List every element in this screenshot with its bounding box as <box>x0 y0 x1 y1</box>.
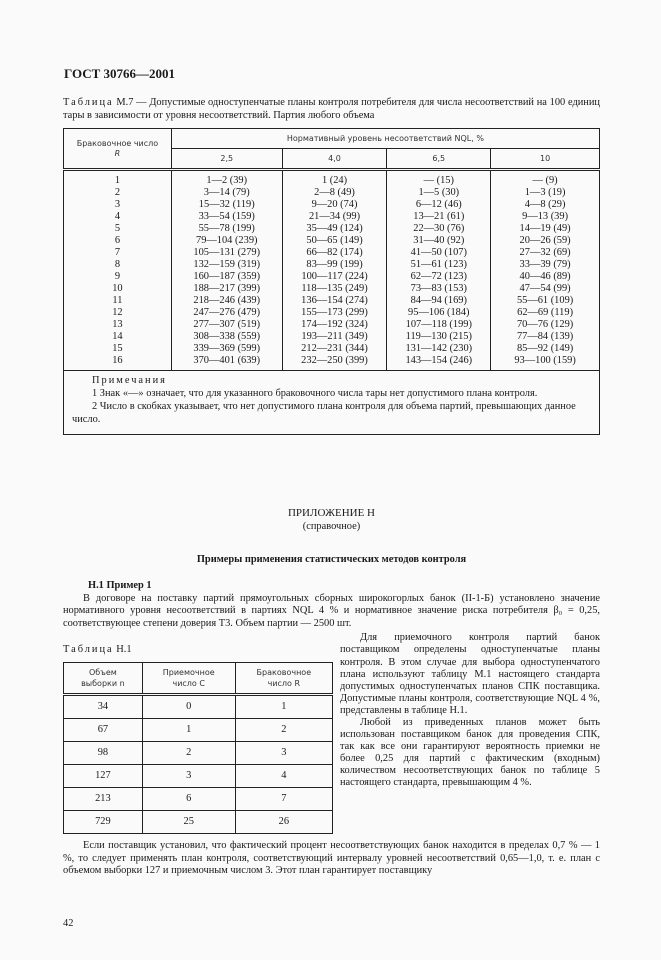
table-cell: 35—49 (124) <box>282 223 387 235</box>
table-cell: 143—154 (246) <box>387 355 491 371</box>
table-row <box>64 787 333 810</box>
table-cell: 67 <box>64 718 143 741</box>
example-heading: Н.1 Пример 1 <box>88 579 152 591</box>
table-row <box>64 223 600 235</box>
table-cell: 26 <box>235 810 332 833</box>
table-cell: 14 <box>64 331 172 343</box>
table-cell: 47—54 (99) <box>491 283 600 295</box>
table-cell: 118—135 (249) <box>282 283 387 295</box>
example-paragraph-2: Если поставщик установил, что фактический процент несоответствующих банок находится в пределах 0,7 % — 1 %, то следует применять план контроля, соответствующий интервалу уровней несоответствий 0,65—1,0, т. е. план с объемом выборки 127 и приемочным числом 3. Этот план гарантирует поставщику <box>63 839 600 877</box>
table-cell: 7 <box>235 787 332 810</box>
table-cell: 41—50 (107) <box>387 247 491 259</box>
table-cell: 33—54 (159) <box>171 211 282 223</box>
appendix-subtitle: (справочное) <box>302 520 361 532</box>
table-h1 <box>63 662 333 834</box>
table-row <box>64 170 600 188</box>
table-and-text-row <box>63 632 600 834</box>
table-cell: 77—84 (139) <box>491 331 600 343</box>
table-cell: 193—211 (349) <box>282 331 387 343</box>
table-cell: 14—19 (49) <box>491 223 600 235</box>
col-header: 2,5 <box>171 149 282 170</box>
table-cell: 1—3 (19) <box>491 187 600 199</box>
table-cell: 107—118 (199) <box>387 319 491 331</box>
table-row <box>64 295 600 307</box>
table-label: Таблица <box>63 97 114 108</box>
table-cell: 73—83 (153) <box>387 283 491 295</box>
table-cell: 213 <box>64 787 143 810</box>
table-cell: 70—76 (129) <box>491 319 600 331</box>
table-cell: 62—69 (119) <box>491 307 600 319</box>
table-cell: 40—46 (89) <box>491 271 600 283</box>
table-cell: 188—217 (399) <box>171 283 282 295</box>
table-cell: 22—30 (76) <box>387 223 491 235</box>
table-row <box>64 271 600 283</box>
right-paragraph-2: Любой из приведенных планов может быть использован поставщиком банок для проведения СПК, так как все они гарантируют вероятность приемки не более 0,25 для партий с фактическим (входным) количеством несоответствующих банок по таблице 5 настоящего стандарта, превышающим 4 %. <box>340 717 600 789</box>
appendix-heading: Примеры применения статистических методов контроля <box>196 554 467 566</box>
table-cell: 2—8 (49) <box>282 187 387 199</box>
table-cell: 1 <box>142 718 235 741</box>
table-cell: 105—131 (279) <box>171 247 282 259</box>
appendix-title: ПРИЛОЖЕНИЕ Н <box>287 507 375 520</box>
table-row <box>64 235 600 247</box>
table-cell: 21—34 (99) <box>282 211 387 223</box>
table-cell: 79—104 (239) <box>171 235 282 247</box>
table-row <box>64 764 333 787</box>
table-row <box>64 741 333 764</box>
table-row <box>64 355 600 371</box>
table-cell: 339—369 (599) <box>171 343 282 355</box>
table-cell: 3 <box>235 741 332 764</box>
table-cell: 33—39 (79) <box>491 259 600 271</box>
table-row <box>64 810 333 833</box>
table-row <box>64 718 333 741</box>
col-header: 6,5 <box>387 149 491 170</box>
table-cell: 127 <box>64 764 143 787</box>
table-cell: 4—8 (29) <box>491 199 600 211</box>
table-cell: 85—92 (149) <box>491 343 600 355</box>
table-row <box>64 259 600 271</box>
table-cell: 93—100 (159) <box>491 355 600 371</box>
table-cell: 10 <box>64 283 172 295</box>
table-cell: — (9) <box>491 170 600 188</box>
table-row <box>64 694 333 718</box>
table-cell: 12 <box>64 307 172 319</box>
table-cell: 136—154 (274) <box>282 295 387 307</box>
table-cell: 62—72 (123) <box>387 271 491 283</box>
table-cell: 1—2 (39) <box>171 170 282 188</box>
table-cell: 5 <box>64 223 172 235</box>
table-cell: 55—61 (109) <box>491 295 600 307</box>
table-row <box>64 319 600 331</box>
note-1: 1 Знак «—» означает, что для указанного браковочного числа тары нет допустимого плана контроля. <box>92 388 538 400</box>
table-cell: 25 <box>142 810 235 833</box>
col-header: Приемочное число C <box>142 662 235 694</box>
col-header-r: Браковочное число R <box>64 129 172 170</box>
table-cell: 1 <box>235 694 332 718</box>
table-cell: 100—117 (224) <box>282 271 387 283</box>
table-cell: 51—61 (123) <box>387 259 491 271</box>
table-cell: 370—401 (639) <box>171 355 282 371</box>
table-cell: 0 <box>142 694 235 718</box>
table-cell: 3 <box>64 199 172 211</box>
caption-text: М.7 — Допустимые одноступенчатые планы контроля потребителя для числа несоответствий на 100 единиц тары в зависимости от уровня несоответствий. Партия любого объема <box>63 97 600 121</box>
table-cell: 4 <box>235 764 332 787</box>
col-header: 4,0 <box>282 149 387 170</box>
table-cell: 9—13 (39) <box>491 211 600 223</box>
table-cell: 50—65 (149) <box>282 235 387 247</box>
table-cell: 95—106 (184) <box>387 307 491 319</box>
col-header: Браковочное число R <box>235 662 332 694</box>
table-cell: 308—338 (559) <box>171 331 282 343</box>
table-cell: 20—26 (59) <box>491 235 600 247</box>
table-cell: 155—173 (299) <box>282 307 387 319</box>
table-cell: 174—192 (324) <box>282 319 387 331</box>
table-cell: 15 <box>64 343 172 355</box>
table-h1-caption: Таблица Н.1 <box>63 644 132 656</box>
table-cell: 277—307 (519) <box>171 319 282 331</box>
table-cell: 2 <box>142 741 235 764</box>
notes-title: Примечания <box>92 375 167 387</box>
table-cell: — (15) <box>387 170 491 188</box>
table-cell: 212—231 (344) <box>282 343 387 355</box>
table-cell: 247—276 (479) <box>171 307 282 319</box>
table-cell: 13 <box>64 319 172 331</box>
table-row <box>64 187 600 199</box>
table-cell: 1—5 (30) <box>387 187 491 199</box>
table-cell: 2 <box>64 187 172 199</box>
page-number: 42 <box>63 917 74 929</box>
table-cell: 15—32 (119) <box>171 199 282 211</box>
table-cell: 2 <box>235 718 332 741</box>
table-row <box>64 343 600 355</box>
table-notes <box>64 371 600 435</box>
table-cell: 232—250 (399) <box>282 355 387 371</box>
table-cell: 8 <box>64 259 172 271</box>
table-cell: 31—40 (92) <box>387 235 491 247</box>
table-cell: 119—130 (215) <box>387 331 491 343</box>
col-header: Объем выборки n <box>64 662 143 694</box>
table-m7 <box>63 128 600 435</box>
table-cell: 6—12 (46) <box>387 199 491 211</box>
table-cell: 55—78 (199) <box>171 223 282 235</box>
table-cell: 729 <box>64 810 143 833</box>
table-h1-block <box>63 632 333 834</box>
note-2: 2 Число в скобках указывает, что нет допустимого плана контроля для объема партий, превышающих данное число. <box>72 401 576 426</box>
table-cell: 132—159 (319) <box>171 259 282 271</box>
table-row <box>64 307 600 319</box>
col-group-header: Нормативный уровень несоответствий NQL, % <box>171 129 599 149</box>
table-cell: 83—99 (199) <box>282 259 387 271</box>
table-cell: 3—14 (79) <box>171 187 282 199</box>
document-header: ГОСТ 30766—2001 <box>64 66 176 81</box>
table-cell: 1 <box>64 170 172 188</box>
table-row <box>64 331 600 343</box>
table-cell: 6 <box>64 235 172 247</box>
table-cell: 13—21 (61) <box>387 211 491 223</box>
table-cell: 84—94 (169) <box>387 295 491 307</box>
col-header: 10 <box>491 149 600 170</box>
table-cell: 27—32 (69) <box>491 247 600 259</box>
table-row <box>64 199 600 211</box>
table-row <box>64 283 600 295</box>
example-paragraph-1: В договоре на поставку партий прямоугольных сборных широкогорлых банок (II-1-Б) установлено значение нормативного уровня несоответствий в партиях NQL 4 % и нормативное значение риска потребителя β₀ = 0,25, соответствующее степени доверия Т3. Объем партии — 2500 шт. <box>63 592 600 629</box>
table-cell: 11 <box>64 295 172 307</box>
table-cell: 218—246 (439) <box>171 295 282 307</box>
table-cell: 1 (24) <box>282 170 387 188</box>
right-column-text <box>340 632 600 789</box>
table-cell: 7 <box>64 247 172 259</box>
table-cell: 9 <box>64 271 172 283</box>
table-cell: 160—187 (359) <box>171 271 282 283</box>
table-cell: 98 <box>64 741 143 764</box>
table-cell: 131—142 (230) <box>387 343 491 355</box>
table-cell: 9—20 (74) <box>282 199 387 211</box>
right-paragraph-1: Для приемочного контроля партий банок поставщиком определены одноступенчатые планы контроля. В этом случае для выбора одноступенчатого плана используют таблицу М.1 настоящего стандарта допустимых одноступенчатых планов СПК поставщика. Допустимые планы контроля, соответствующие NQL 4 %, представлены в таблице Н.1. <box>340 632 600 716</box>
table-cell: 16 <box>64 355 172 371</box>
page <box>63 0 600 960</box>
table-cell: 6 <box>142 787 235 810</box>
table-m7-caption <box>63 97 600 122</box>
table-row <box>64 247 600 259</box>
table-cell: 3 <box>142 764 235 787</box>
table-cell: 66—82 (174) <box>282 247 387 259</box>
table-cell: 34 <box>64 694 143 718</box>
table-row <box>64 211 600 223</box>
table-cell: 4 <box>64 211 172 223</box>
